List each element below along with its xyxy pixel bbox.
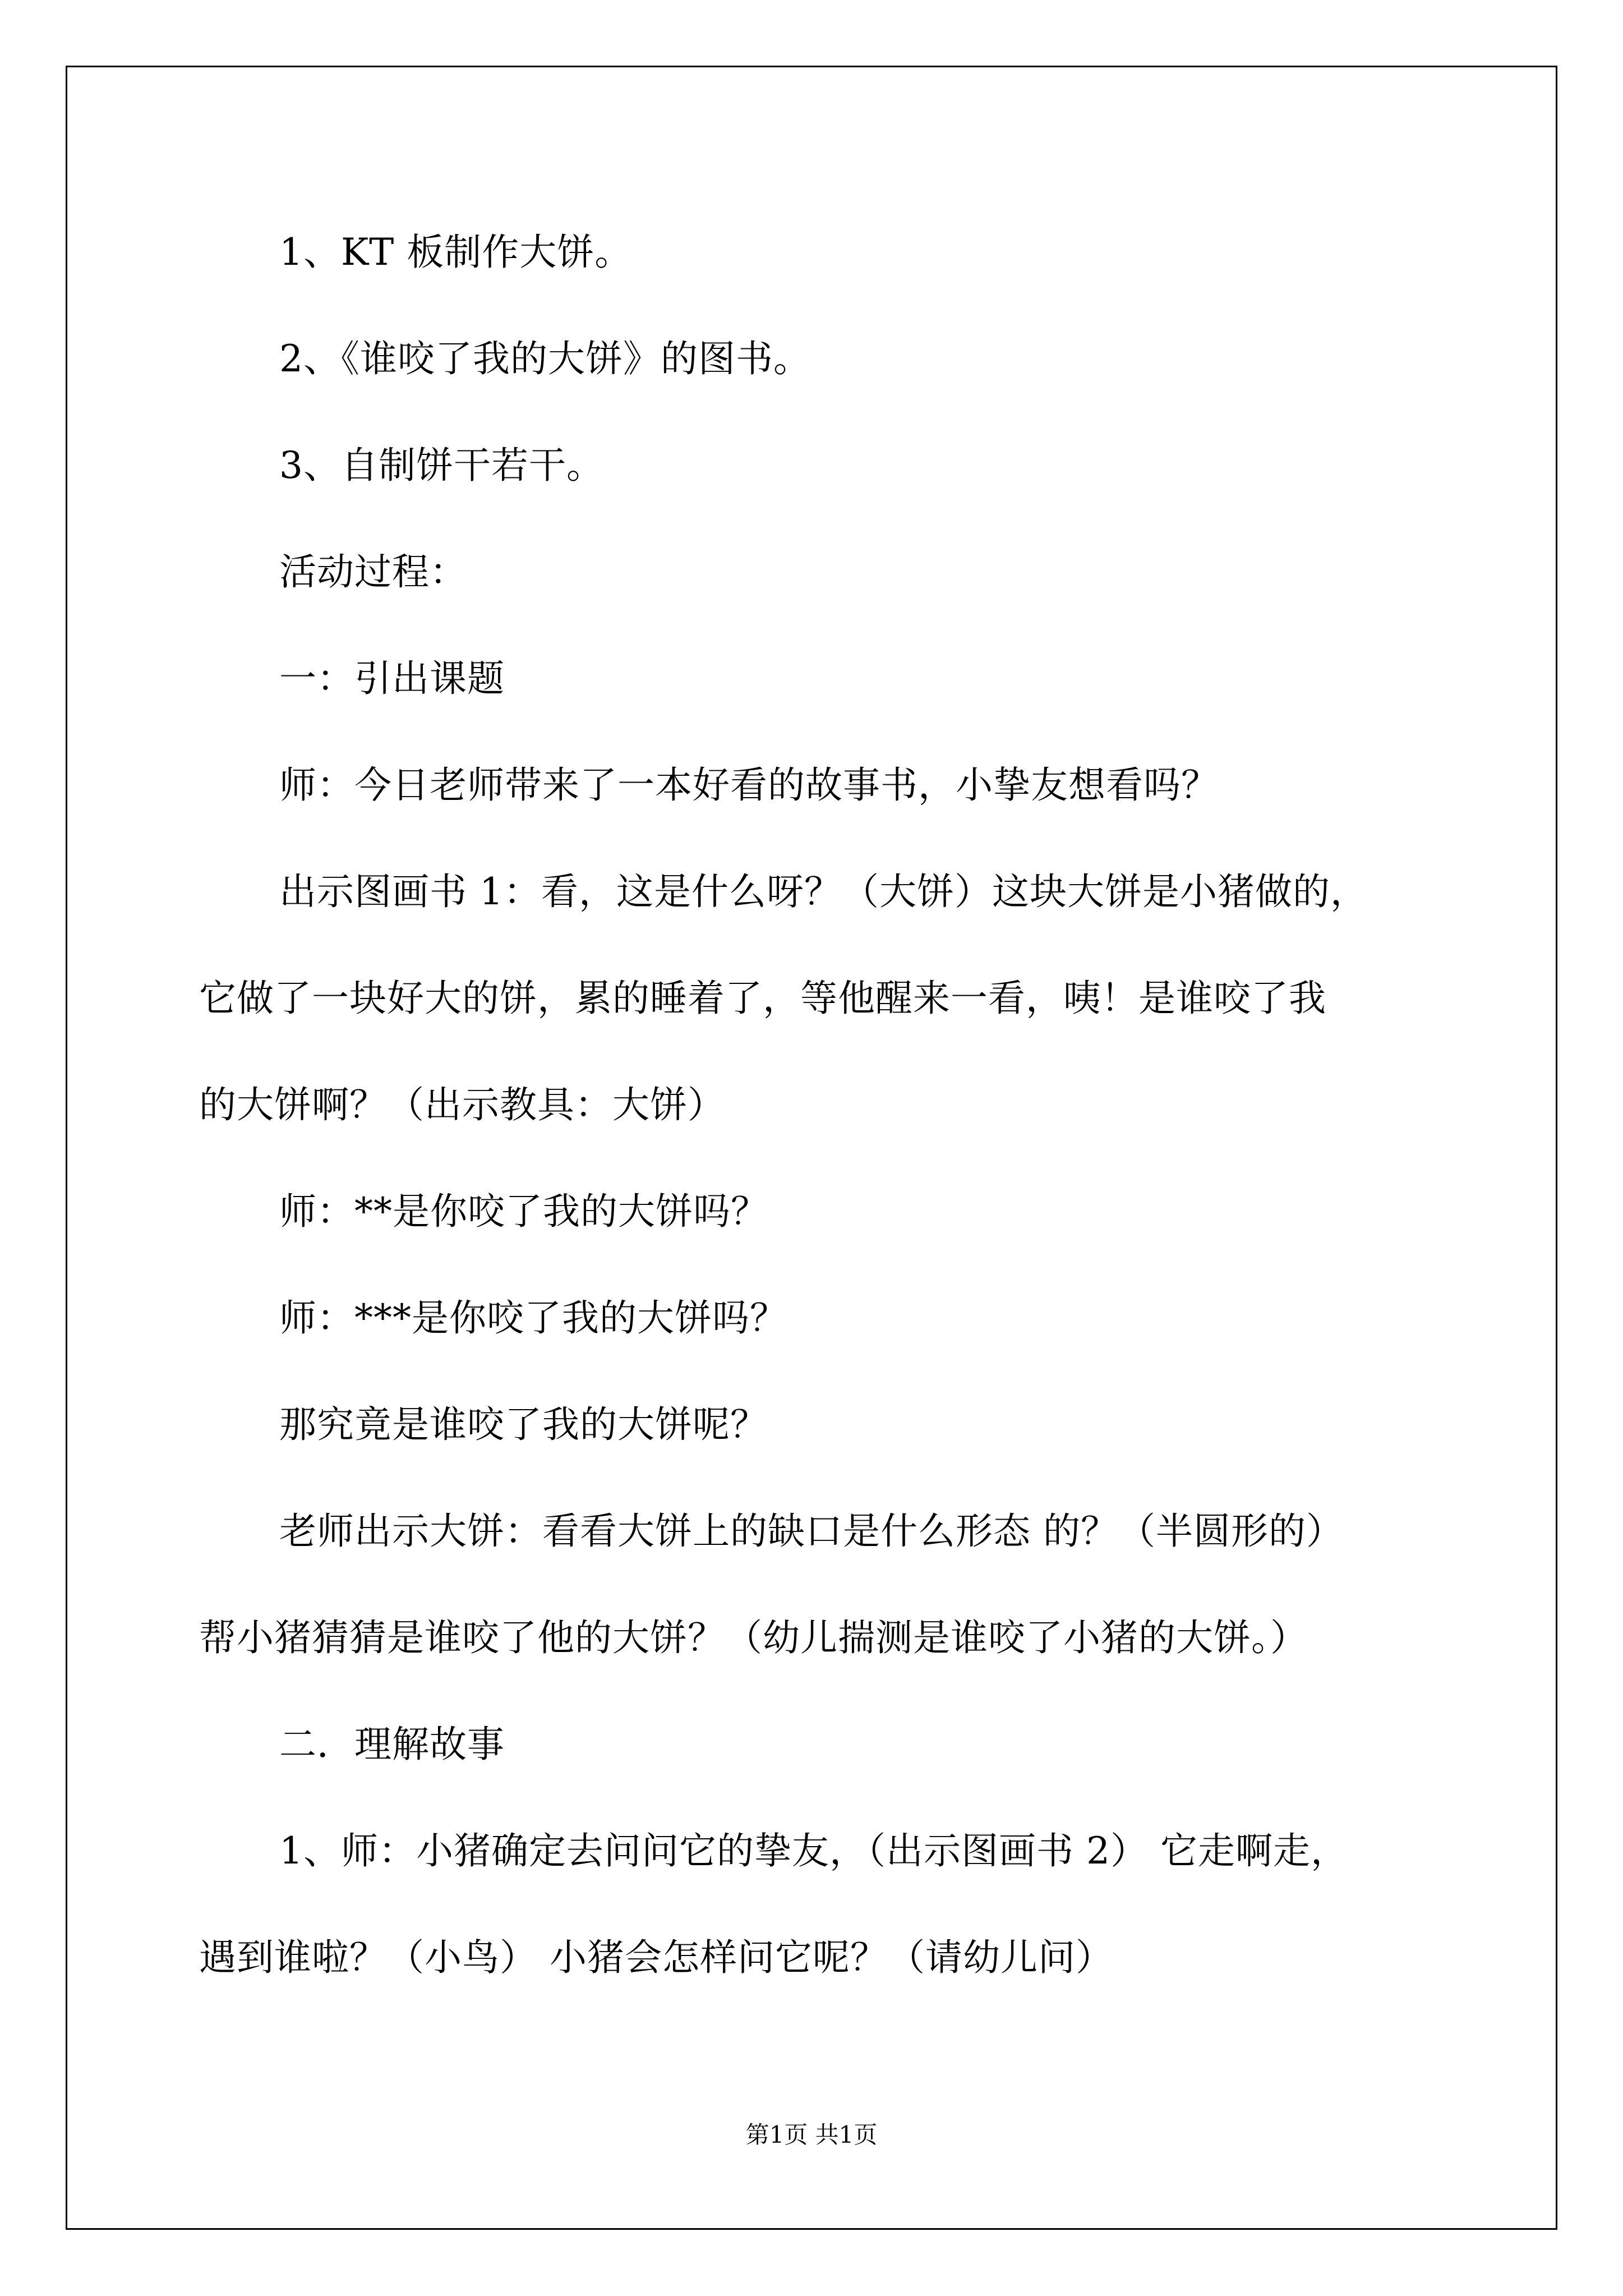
paragraph-show-cake-line-2: 帮小猪猜猜是谁咬了他的大饼？（幼儿揣测是谁咬了小猪的大饼。） — [199, 1616, 1308, 1659]
paragraph-question: 那究竟是谁咬了我的大饼呢？ — [279, 1403, 768, 1446]
paragraph-show-cake-line-1: 老师出示大饼：看看大饼上的缺口是什么形态 的？（半圆形的） — [279, 1510, 1344, 1553]
paragraph-pig-asks-line-1: 1、师：小猪确定去问问它的挚友，（出示图画书 2） 它走啊走， — [279, 1829, 1348, 1872]
page-footer: 第1页 共1页 — [745, 2121, 878, 2148]
section-heading-intro: 一：引出课题 — [279, 657, 505, 700]
section-heading-process: 活动过程： — [279, 550, 467, 593]
paragraph-show-book-line-2: 它做了一块好大的饼，累的睡着了，等他醒来一看，咦！是谁咬了我 — [199, 977, 1326, 1020]
section-heading-understand: 二．理解故事 — [279, 1723, 505, 1766]
paragraph-materials-3: 3、自制饼干若干。 — [279, 444, 604, 487]
paragraph-show-book-line-3: 的大饼啊？（出示教具：大饼） — [199, 1083, 725, 1126]
paragraph-materials-1: 1、KT 板制作大饼。 — [279, 231, 633, 274]
paragraph-teacher-1: 师：今日老师带来了一本好看的故事书，小挚友想看吗？ — [279, 763, 1219, 807]
paragraph-pig-asks-line-2: 遇到谁啦？（小鸟） 小猪会怎样问它呢？（请幼儿问） — [199, 1936, 1113, 1979]
paragraph-teacher-3: 师：***是你咬了我的大饼吗？ — [279, 1296, 787, 1340]
paragraph-materials-2: 2、《谁咬了我的大饼》的图书。 — [279, 337, 811, 380]
paragraph-show-book-line-1: 出示图画书 1：看，这是什么呀？（大饼）这块大饼是小猪做的， — [279, 870, 1368, 913]
paragraph-teacher-2: 师：**是你咬了我的大饼吗？ — [279, 1190, 768, 1233]
